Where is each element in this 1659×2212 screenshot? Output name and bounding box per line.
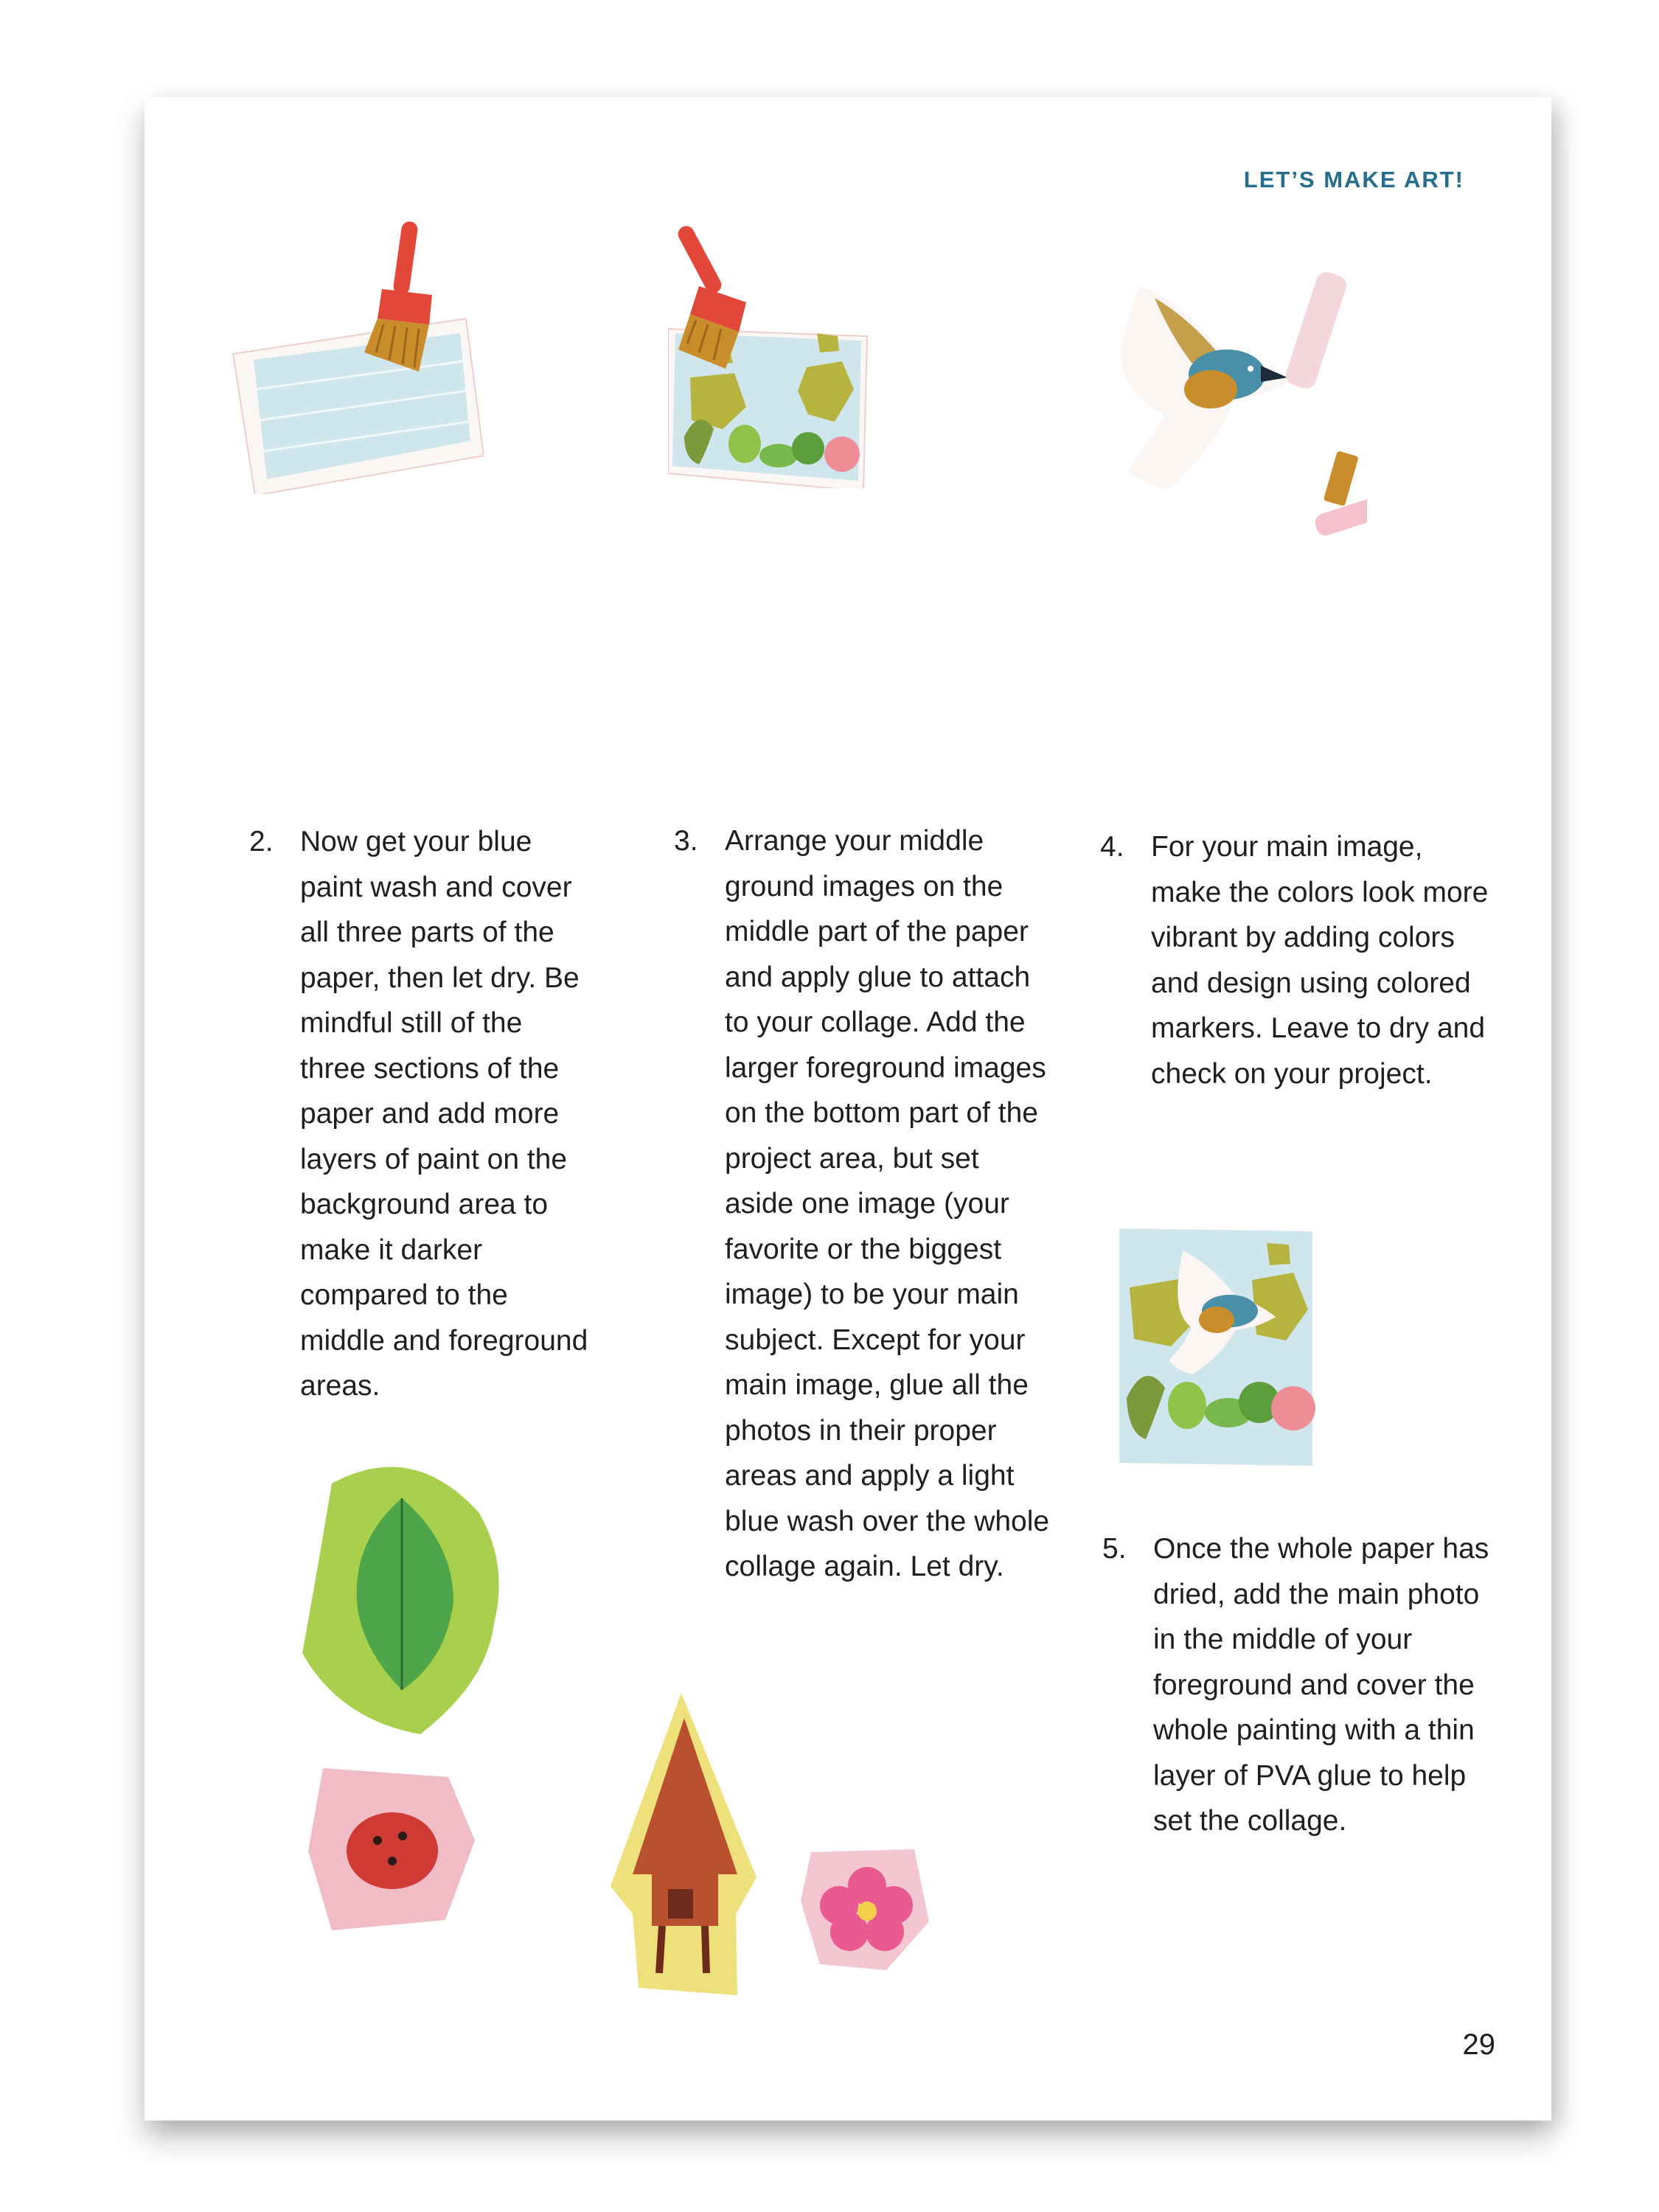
step-3-illustration	[668, 223, 897, 488]
step-4-illustration	[1116, 271, 1367, 544]
book-page	[145, 97, 1551, 2121]
step-4	[1100, 824, 1498, 1096]
step-3-text: Arrange your middle ground images on the middle part of the paper and apply glue to attach to your collage. Add the larger foreground images on the bottom part of the project area, but set aside one image (your favorite or the biggest image) to be your main subject. Except for your main image, glue all the photos in their proper areas and apply a light blue wash over the whole collage again. Let dry.	[725, 825, 1050, 1582]
step-2-text: Now get your blue paint wash and cover all three parts of the paper, then let dry. Be mindful still of the three sections of the paper and add more layers of paint on the background area to make it darker compared to the middle and foreground areas.	[300, 826, 588, 1402]
step-2-number: 2.	[249, 826, 274, 858]
step-2-illustration	[226, 221, 491, 494]
step-3	[674, 818, 1050, 1590]
leaf-cutout-icon	[302, 1454, 516, 1742]
step-5	[1102, 1526, 1493, 1844]
page-number: 29	[1462, 2028, 1495, 2061]
section-header: LET’S MAKE ART!	[1243, 167, 1464, 192]
marker-icon	[1283, 271, 1367, 538]
bird-cutout-icon	[1121, 286, 1287, 490]
step-5-number: 5.	[1102, 1533, 1127, 1565]
ladybug-cutout-icon	[301, 1764, 485, 1941]
blue-wash-paper-icon	[233, 319, 484, 494]
step-4-text: For your main image, make the colors look more vibrant by adding colors and design using colored markers. Leave to dry and check on your project.	[1151, 831, 1489, 1090]
step-2	[249, 819, 596, 1409]
step-5-text: Once the whole paper has dried, add the main photo in the middle of your foreground and cover the whole painting with a thin layer of PVA glue to help set the collage.	[1153, 1533, 1489, 1837]
paintbrush-icon	[364, 221, 432, 372]
step-3-number: 3.	[674, 825, 698, 857]
finished-collage-icon	[1119, 1228, 1318, 1469]
hut-cutout-icon	[611, 1693, 762, 1998]
flower-cutout-icon	[796, 1842, 936, 1975]
step-4-number: 4.	[1100, 831, 1124, 863]
